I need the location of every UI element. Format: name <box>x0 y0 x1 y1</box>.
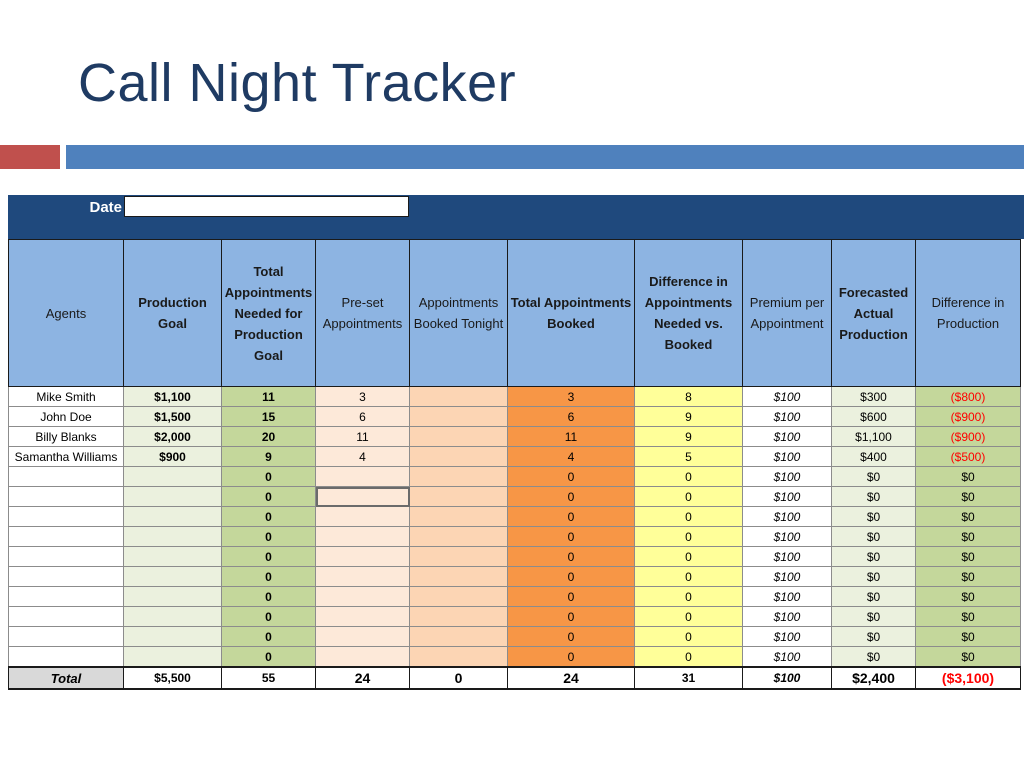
accent-bar-blue <box>66 145 1024 169</box>
cell-total-booked[interactable]: 0 <box>508 647 635 668</box>
cell-preset-appointments[interactable] <box>316 567 410 587</box>
cell-forecasted-production[interactable]: $400 <box>832 447 916 467</box>
totals-premium[interactable]: $100 <box>743 667 832 689</box>
cell-difference-appointments[interactable]: 0 <box>635 467 743 487</box>
cell-booked-tonight[interactable] <box>410 607 508 627</box>
cell-difference-appointments[interactable]: 0 <box>635 647 743 668</box>
cell-total-booked[interactable]: 0 <box>508 587 635 607</box>
cell-preset-appointments[interactable]: 3 <box>316 387 410 407</box>
cell-premium[interactable]: $100 <box>743 647 832 668</box>
header-premium: Premium per Appointment <box>743 240 832 387</box>
accent-bar-red <box>0 145 60 169</box>
table-row <box>9 447 1021 467</box>
cell-premium[interactable]: $100 <box>743 627 832 647</box>
table-row <box>9 547 1021 567</box>
cell-booked-tonight[interactable] <box>410 527 508 547</box>
cell-appointments-needed[interactable]: 0 <box>222 627 316 647</box>
cell-premium[interactable]: $100 <box>743 587 832 607</box>
cell-agent-name[interactable] <box>9 547 124 567</box>
cell-production-goal[interactable] <box>124 647 222 668</box>
cell-preset-appointments[interactable] <box>316 587 410 607</box>
cell-production-goal[interactable] <box>124 487 222 507</box>
cell-difference-appointments[interactable]: 9 <box>635 407 743 427</box>
cell-difference-appointments[interactable]: 0 <box>635 567 743 587</box>
cell-premium[interactable]: $100 <box>743 467 832 487</box>
totals-label[interactable]: Total <box>9 667 124 689</box>
cell-production-goal[interactable] <box>124 547 222 567</box>
cell-total-booked[interactable]: 11 <box>508 427 635 447</box>
table-row <box>9 647 1021 668</box>
cell-difference-production[interactable]: $0 <box>916 627 1021 647</box>
cell-agent-name[interactable] <box>9 607 124 627</box>
cell-difference-appointments[interactable]: 5 <box>635 447 743 467</box>
cell-difference-production[interactable]: $0 <box>916 527 1021 547</box>
slide-title: Call Night Tracker <box>78 53 517 113</box>
cell-forecasted-production[interactable]: $0 <box>832 527 916 547</box>
cell-difference-appointments[interactable]: 0 <box>635 547 743 567</box>
header-production-goal: Production Goal <box>124 240 222 387</box>
cell-forecasted-production[interactable]: $0 <box>832 507 916 527</box>
table-row <box>9 527 1021 547</box>
cell-forecasted-production[interactable]: $0 <box>832 487 916 507</box>
cell-difference-production[interactable]: ($900) <box>916 427 1021 447</box>
date-label: Date <box>89 199 122 216</box>
cell-appointments-needed[interactable]: 20 <box>222 427 316 447</box>
cell-premium[interactable]: $100 <box>743 407 832 427</box>
cell-total-booked[interactable]: 0 <box>508 487 635 507</box>
cell-difference-production[interactable]: $0 <box>916 587 1021 607</box>
cell-production-goal[interactable]: $2,000 <box>124 427 222 447</box>
totals-appointments-needed[interactable]: 55 <box>222 667 316 689</box>
totals-preset[interactable]: 24 <box>316 667 410 689</box>
cell-preset-appointments[interactable] <box>316 507 410 527</box>
cell-booked-tonight[interactable] <box>410 427 508 447</box>
header-appointments-needed: Total Appointments Needed for Production Goal <box>222 240 316 387</box>
cell-production-goal[interactable] <box>124 467 222 487</box>
cell-total-booked[interactable]: 0 <box>508 527 635 547</box>
cell-premium[interactable]: $100 <box>743 607 832 627</box>
date-row <box>8 195 1024 239</box>
table-row <box>9 627 1021 647</box>
cell-premium[interactable]: $100 <box>743 547 832 567</box>
cell-premium[interactable]: $100 <box>743 507 832 527</box>
cell-appointments-needed[interactable]: 0 <box>222 547 316 567</box>
table-row <box>9 567 1021 587</box>
cell-production-goal[interactable] <box>124 507 222 527</box>
cell-difference-production[interactable]: ($900) <box>916 407 1021 427</box>
cell-difference-appointments[interactable]: 0 <box>635 607 743 627</box>
cell-preset-appointments[interactable]: 11 <box>316 427 410 447</box>
cell-difference-appointments[interactable]: 0 <box>635 527 743 547</box>
cell-appointments-needed[interactable]: 0 <box>222 467 316 487</box>
cell-forecasted-production[interactable]: $1,100 <box>832 427 916 447</box>
totals-difference-appointments[interactable]: 31 <box>635 667 743 689</box>
cell-premium[interactable]: $100 <box>743 567 832 587</box>
cell-agent-name[interactable] <box>9 627 124 647</box>
cell-preset-appointments[interactable] <box>316 547 410 567</box>
cell-difference-production[interactable]: $0 <box>916 607 1021 627</box>
cell-agent-name[interactable]: Billy Blanks <box>9 427 124 447</box>
cell-forecasted-production[interactable]: $0 <box>832 567 916 587</box>
cell-production-goal[interactable]: $1,500 <box>124 407 222 427</box>
cell-difference-production[interactable]: $0 <box>916 567 1021 587</box>
cell-booked-tonight[interactable] <box>410 647 508 668</box>
tracker-table <box>8 239 1021 690</box>
totals-difference-production[interactable]: ($3,100) <box>916 667 1021 689</box>
cell-appointments-needed[interactable]: 0 <box>222 507 316 527</box>
header-booked-tonight: Appointments Booked Tonight <box>410 240 508 387</box>
cell-total-booked[interactable]: 0 <box>508 547 635 567</box>
cell-production-goal[interactable] <box>124 567 222 587</box>
cell-preset-appointments[interactable] <box>316 627 410 647</box>
cell-premium[interactable]: $100 <box>743 447 832 467</box>
tracker-body <box>9 387 1021 668</box>
cell-difference-production[interactable]: $0 <box>916 547 1021 567</box>
cell-total-booked[interactable]: 0 <box>508 607 635 627</box>
cell-forecasted-production[interactable]: $0 <box>832 647 916 668</box>
cell-appointments-needed[interactable]: 0 <box>222 587 316 607</box>
cell-premium[interactable]: $100 <box>743 427 832 447</box>
cell-agent-name[interactable] <box>9 567 124 587</box>
cell-appointments-needed[interactable]: 0 <box>222 647 316 668</box>
cell-forecasted-production[interactable]: $300 <box>832 387 916 407</box>
cell-forecasted-production[interactable]: $600 <box>832 407 916 427</box>
cell-production-goal[interactable] <box>124 607 222 627</box>
cell-agent-name[interactable]: Mike Smith <box>9 387 124 407</box>
cell-agent-name[interactable] <box>9 527 124 547</box>
header-difference-appointments: Difference in Appointments Needed vs. Booked <box>635 240 743 387</box>
cell-production-goal[interactable] <box>124 587 222 607</box>
cell-production-goal[interactable]: $1,100 <box>124 387 222 407</box>
cell-booked-tonight[interactable] <box>410 567 508 587</box>
cell-appointments-needed[interactable]: 9 <box>222 447 316 467</box>
cell-agent-name[interactable] <box>9 467 124 487</box>
totals-total-booked[interactable]: 24 <box>508 667 635 689</box>
table-row <box>9 487 1021 507</box>
totals-production-goal[interactable]: $5,500 <box>124 667 222 689</box>
cell-booked-tonight[interactable] <box>410 627 508 647</box>
cell-production-goal[interactable]: $900 <box>124 447 222 467</box>
cell-preset-appointments[interactable] <box>316 527 410 547</box>
cell-difference-production[interactable]: $0 <box>916 487 1021 507</box>
cell-appointments-needed[interactable]: 0 <box>222 527 316 547</box>
table-row <box>9 607 1021 627</box>
cell-production-goal[interactable] <box>124 627 222 647</box>
cell-difference-appointments[interactable]: 8 <box>635 387 743 407</box>
cell-appointments-needed[interactable]: 0 <box>222 607 316 627</box>
cell-difference-production[interactable]: ($800) <box>916 387 1021 407</box>
date-input[interactable] <box>124 196 409 217</box>
cell-difference-appointments[interactable]: 0 <box>635 587 743 607</box>
header-difference-production: Difference in Production <box>916 240 1021 387</box>
cell-difference-production[interactable]: $0 <box>916 467 1021 487</box>
cell-total-booked[interactable]: 6 <box>508 407 635 427</box>
cell-difference-appointments[interactable]: 0 <box>635 627 743 647</box>
cell-booked-tonight[interactable] <box>410 547 508 567</box>
table-row <box>9 467 1021 487</box>
cell-booked-tonight[interactable] <box>410 487 508 507</box>
cell-preset-appointments[interactable] <box>316 487 410 507</box>
cell-booked-tonight[interactable] <box>410 587 508 607</box>
table-row <box>9 407 1021 427</box>
cell-appointments-needed[interactable]: 0 <box>222 487 316 507</box>
header-total-booked: Total Appointments Booked <box>508 240 635 387</box>
cell-agent-name[interactable]: Samantha Williams <box>9 447 124 467</box>
cell-total-booked[interactable]: 0 <box>508 567 635 587</box>
cell-total-booked[interactable]: 4 <box>508 447 635 467</box>
cell-premium[interactable]: $100 <box>743 387 832 407</box>
cell-agent-name[interactable] <box>9 507 124 527</box>
cell-total-booked[interactable]: 0 <box>508 507 635 527</box>
totals-booked-tonight[interactable]: 0 <box>410 667 508 689</box>
header-preset-appointments: Pre-set Appointments <box>316 240 410 387</box>
header-forecasted-production: Forecasted Actual Production <box>832 240 916 387</box>
totals-row <box>9 667 1021 689</box>
cell-booked-tonight[interactable] <box>410 407 508 427</box>
cell-appointments-needed[interactable]: 0 <box>222 567 316 587</box>
cell-premium[interactable]: $100 <box>743 527 832 547</box>
cell-difference-production[interactable]: ($500) <box>916 447 1021 467</box>
cell-premium[interactable]: $100 <box>743 487 832 507</box>
cell-difference-production[interactable]: $0 <box>916 647 1021 668</box>
header-agents: Agents <box>9 240 124 387</box>
table-row <box>9 587 1021 607</box>
cell-preset-appointments[interactable] <box>316 647 410 668</box>
cell-total-booked[interactable]: 0 <box>508 627 635 647</box>
cell-appointments-needed[interactable]: 11 <box>222 387 316 407</box>
cell-forecasted-production[interactable]: $0 <box>832 587 916 607</box>
cell-difference-appointments[interactable]: 9 <box>635 427 743 447</box>
cell-booked-tonight[interactable] <box>410 447 508 467</box>
cell-total-booked[interactable]: 0 <box>508 467 635 487</box>
cell-agent-name[interactable] <box>9 487 124 507</box>
table-row <box>9 507 1021 527</box>
cell-forecasted-production[interactable]: $0 <box>832 547 916 567</box>
cell-difference-appointments[interactable]: 0 <box>635 507 743 527</box>
cell-agent-name[interactable] <box>9 647 124 668</box>
table-row <box>9 387 1021 407</box>
cell-preset-appointments[interactable]: 4 <box>316 447 410 467</box>
totals-forecasted[interactable]: $2,400 <box>832 667 916 689</box>
cell-preset-appointments[interactable] <box>316 467 410 487</box>
cell-preset-appointments[interactable]: 6 <box>316 407 410 427</box>
cell-forecasted-production[interactable]: $0 <box>832 467 916 487</box>
cell-forecasted-production[interactable]: $0 <box>832 627 916 647</box>
cell-total-booked[interactable]: 3 <box>508 387 635 407</box>
cell-difference-production[interactable]: $0 <box>916 507 1021 527</box>
cell-difference-appointments[interactable]: 0 <box>635 487 743 507</box>
cell-booked-tonight[interactable] <box>410 467 508 487</box>
cell-booked-tonight[interactable] <box>410 387 508 407</box>
call-night-spreadsheet <box>8 195 1024 690</box>
cell-production-goal[interactable] <box>124 527 222 547</box>
cell-agent-name[interactable] <box>9 587 124 607</box>
cell-forecasted-production[interactable]: $0 <box>832 607 916 627</box>
table-row <box>9 427 1021 447</box>
cell-preset-appointments[interactable] <box>316 607 410 627</box>
cell-agent-name[interactable]: John Doe <box>9 407 124 427</box>
cell-appointments-needed[interactable]: 15 <box>222 407 316 427</box>
cell-booked-tonight[interactable] <box>410 507 508 527</box>
header-row <box>9 240 1021 387</box>
